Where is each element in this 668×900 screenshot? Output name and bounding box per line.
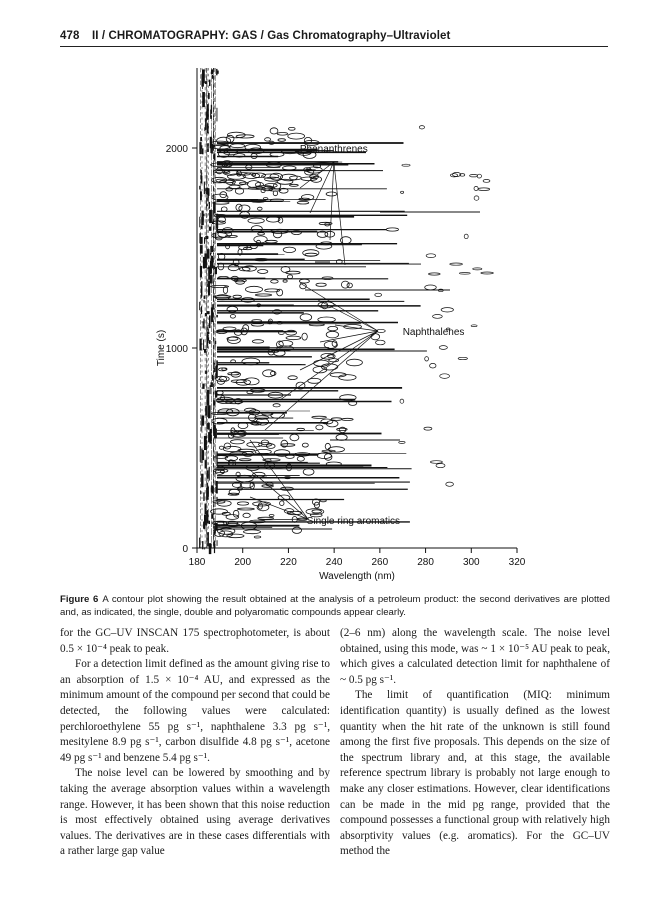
leader-line	[300, 162, 334, 188]
contour-mark	[209, 340, 211, 344]
contour-mark	[217, 540, 218, 546]
contour-mark	[230, 440, 244, 444]
contour-mark	[265, 138, 271, 141]
contour-mark	[371, 334, 380, 340]
contour-mark	[254, 536, 261, 538]
contour-mark	[446, 482, 454, 486]
contour-mark	[203, 319, 204, 329]
contour-mark	[202, 384, 204, 389]
contour-mark	[478, 188, 490, 191]
contour-mark	[286, 336, 301, 340]
contour-mark	[243, 530, 260, 534]
contour-mark	[325, 443, 330, 449]
contour-mark	[473, 268, 482, 270]
contour-mark	[375, 293, 382, 296]
contour-mark	[236, 475, 253, 482]
contour-mark	[433, 315, 443, 319]
contour-mark	[201, 474, 203, 487]
contour-mark	[281, 266, 290, 272]
contour-mark	[209, 210, 211, 223]
y-tick-label: 1000	[165, 344, 188, 355]
contour-mark	[199, 302, 200, 310]
contour-mark	[209, 202, 210, 209]
paragraph: For a detection limit defined as the amount giving rise to an absorption of 1.5 × 10⁻⁴ AU, and expressed as the minimum amount of the compound per second that could be detected, the following values were calculated: perchloroethylene 55 pg s⁻¹, naphthalene 3.3 pg s⁻¹, mesitylene 8.9 pg s⁻¹, carbon disulfide 4.8 pg s⁻¹, acetone 49 pg s⁻¹ and benzene 5.4 pg s⁻¹.	[60, 658, 330, 764]
contour-mark	[210, 138, 212, 153]
contour-mark	[283, 280, 287, 282]
contour-mark	[314, 360, 329, 366]
contour-mark	[216, 481, 218, 494]
contour-mark	[252, 340, 263, 343]
contour-mark	[211, 69, 213, 74]
contour-mark	[271, 280, 279, 283]
contour-mark	[269, 515, 274, 517]
contour-mark	[258, 207, 263, 210]
contour-mark	[459, 272, 470, 274]
body-column-left	[60, 626, 330, 860]
contour-mark	[470, 175, 478, 177]
contour-mark	[211, 307, 213, 322]
contour-mark	[290, 184, 299, 186]
contour-mark	[258, 270, 268, 274]
contour-mark	[424, 427, 432, 430]
contour-mark	[302, 333, 307, 340]
leader-line	[320, 331, 378, 342]
contour-mark	[207, 280, 208, 287]
contour-mark	[202, 450, 204, 460]
contour-mark	[216, 360, 218, 367]
contour-mark	[201, 286, 202, 299]
x-tick-label: 300	[462, 557, 480, 568]
figure-caption-text: A contour plot showing the result obtained at the analysis of a petroleum product: the second derivatives are plotted and, as indicated, the single, double and polyaromatic compounds appear clearly.	[60, 594, 610, 618]
contour-mark	[328, 447, 344, 452]
contour-mark	[386, 228, 398, 231]
leader-line	[330, 162, 334, 240]
contour-mark	[257, 504, 269, 511]
contour-mark	[299, 279, 309, 283]
contour-mark	[212, 233, 228, 239]
contour-mark	[400, 399, 404, 403]
contour-mark	[233, 510, 239, 517]
contour-mark	[483, 180, 490, 183]
x-tick-label: 220	[280, 557, 297, 568]
contour-mark	[228, 373, 240, 375]
contour-mark	[202, 541, 203, 549]
contour-mark	[474, 186, 478, 190]
contour-mark	[342, 418, 354, 420]
contour-mark	[474, 196, 479, 200]
contour-mark	[288, 133, 305, 139]
contour-mark	[297, 457, 304, 462]
contour-mark	[311, 176, 322, 182]
x-tick-label: 280	[417, 557, 434, 568]
contour-mark	[209, 543, 212, 554]
contour-mark	[297, 201, 309, 204]
contour-mark	[286, 271, 300, 274]
contour-mark	[280, 501, 284, 506]
contour-mark	[207, 311, 210, 314]
contour-mark	[279, 341, 293, 347]
contour-mark	[203, 492, 204, 501]
page-number: 478	[60, 30, 80, 42]
contour-mark	[204, 182, 205, 194]
contour-mark	[399, 441, 405, 443]
contour-mark	[210, 385, 211, 394]
y-axis-label: Time (s)	[156, 329, 167, 367]
contour-mark	[228, 265, 239, 271]
contour-mark	[209, 467, 210, 481]
contour-mark	[425, 285, 437, 290]
contour-mark	[316, 283, 326, 286]
contour-mark	[426, 254, 436, 258]
running-title: II / CHROMATOGRAPHY: GAS / Gas Chromatography–Ultraviolet	[92, 30, 451, 42]
contour-figure	[0, 60, 668, 590]
contour-mark	[199, 217, 200, 228]
contour-mark	[237, 502, 248, 505]
contour-mark	[283, 166, 297, 170]
contour-mark	[216, 451, 217, 466]
contour-mark	[277, 133, 288, 136]
figure-label: Figure 6	[60, 594, 99, 605]
contour-mark	[270, 128, 278, 134]
contour-mark	[326, 331, 338, 338]
contour-mark	[258, 233, 265, 235]
leader-line	[334, 162, 345, 265]
contour-mark	[255, 416, 269, 420]
x-tick-label: 240	[325, 557, 343, 568]
contour-mark	[204, 300, 205, 303]
contour-mark	[287, 275, 292, 279]
contour-mark	[273, 404, 280, 407]
contour-mark	[230, 315, 235, 319]
contour-mark	[218, 217, 225, 222]
annotation-labels	[300, 144, 465, 527]
contour-mark	[312, 416, 327, 418]
x-axis-label: Wavelength (nm)	[319, 571, 395, 582]
contour-mark	[346, 359, 362, 366]
contour-mark	[283, 247, 295, 252]
annotation-label: Phenanthrenes	[299, 144, 368, 155]
paragraph: (2–6 nm) along the wavelength scale. The noise level obtained, using this mode, was ~ 1 × 10⁻⁵ AU peak to peak, which gives a calculated detection limit for naphthalene of ~ 0.5 pg s⁻¹.	[340, 627, 610, 686]
contour-mark	[210, 116, 211, 119]
contour-mark	[439, 346, 447, 350]
leader-line	[250, 440, 308, 519]
contour-mark	[216, 397, 234, 403]
contour-mark	[320, 500, 326, 502]
contour-mark	[458, 357, 467, 359]
header-rule	[60, 46, 608, 47]
contour-mark	[239, 182, 248, 184]
contour-mark	[209, 227, 211, 231]
contour-mark	[450, 263, 463, 265]
contour-mark	[341, 281, 349, 288]
contour-mark	[303, 469, 314, 476]
contour-mark	[430, 363, 436, 368]
contour-mark	[419, 126, 424, 129]
contour-mark	[226, 188, 233, 191]
contour-mark	[273, 191, 277, 196]
x-tick-label: 180	[188, 557, 206, 568]
contour-mark	[326, 192, 337, 196]
contour-mark	[328, 326, 338, 330]
contour-mark	[331, 418, 342, 421]
x-tick-label: 200	[234, 557, 252, 568]
contour-mark	[237, 508, 254, 510]
contour-mark	[300, 314, 312, 321]
contour-mark	[213, 500, 225, 503]
y-tick-label: 0	[182, 544, 188, 555]
contour-mark	[210, 258, 211, 272]
contour-mark	[376, 340, 386, 345]
contour-mark	[217, 108, 218, 122]
contour-mark	[242, 358, 260, 365]
contour-mark	[289, 127, 296, 130]
contour-mark	[288, 376, 297, 380]
leader-line	[318, 300, 378, 331]
contour-mark	[210, 252, 211, 255]
figure-caption	[60, 594, 610, 619]
contour-mark	[216, 315, 218, 318]
contour-mark	[239, 459, 251, 461]
contour-mark	[245, 286, 262, 292]
annotation-label: Single ring aromatics	[306, 516, 401, 527]
contour-mark	[402, 164, 410, 166]
contour-mark	[203, 321, 204, 327]
contour-mark	[464, 234, 468, 239]
contour-mark	[339, 375, 356, 381]
contour-mark	[436, 464, 445, 468]
contour-mark	[278, 218, 283, 224]
body-column-right	[340, 626, 610, 860]
contour-mark	[255, 294, 271, 296]
contour-mark	[401, 191, 404, 193]
y-tick-label: 2000	[165, 144, 188, 155]
contour-mark	[253, 472, 265, 477]
contour-mark	[278, 139, 286, 142]
x-tick-label: 260	[371, 557, 389, 568]
contour-mark	[230, 144, 245, 148]
contour-mark	[217, 71, 219, 74]
contour-mark	[203, 340, 204, 351]
x-tick-label: 320	[508, 557, 526, 568]
paragraph: The noise level can be lowered by smoothing and by taking the average absorption values within a wavelength range. However, it has been shown that this noise reduction is most effectively obtained using average derivatives values. The derivatives are in these cases differentials with a rather large gap value	[60, 767, 330, 858]
contour-mark	[428, 273, 440, 275]
contour-mark	[227, 534, 244, 538]
contour-mark	[209, 80, 211, 87]
contour-mark	[290, 434, 299, 441]
contour-mark	[425, 357, 429, 361]
contour-mark	[209, 429, 211, 444]
contour-mark	[243, 513, 250, 517]
annotation-label: Naphthalenes	[402, 327, 465, 338]
contour-mark	[201, 170, 202, 183]
contour-mark	[243, 173, 260, 179]
contour-mark	[204, 253, 206, 268]
contour-mark	[302, 443, 308, 447]
paragraph: The limit of quantification (MIQ: minimum identification quantity) is usually defined as the lowest quantity when the hit rate of the unknown is still found among the first five proposals. This depends on the size of the spectrum library and, at this stage, the available reference spectrum library is probably not large enough to make any closer estimations. However, clear identifications can be made in the mid pg range, provided that the compound possesses a functional group with relatively high absorptivity values (e.g. aromatics). For the GC–UV method the	[340, 689, 610, 858]
contour-mark	[258, 517, 274, 519]
paragraph: for the GC–UV INSCAN 175 spectrophotometer, is about 0.5 × 10⁻⁴ peak to peak.	[60, 627, 330, 655]
contour-mark	[202, 92, 205, 107]
contour-mark	[312, 510, 322, 513]
contour-mark	[248, 218, 264, 223]
contour-mark	[233, 295, 242, 298]
running-header	[60, 30, 608, 46]
contour-mark	[430, 461, 442, 464]
contour-mark	[481, 272, 494, 274]
contour-mark	[471, 325, 477, 327]
contour-mark	[440, 374, 450, 379]
contour-mark	[316, 425, 323, 430]
contour-mark	[292, 527, 301, 533]
contour-mark	[209, 315, 211, 328]
contour-mark	[441, 308, 453, 312]
contour-mark	[263, 370, 275, 377]
contour-mark	[227, 337, 238, 340]
